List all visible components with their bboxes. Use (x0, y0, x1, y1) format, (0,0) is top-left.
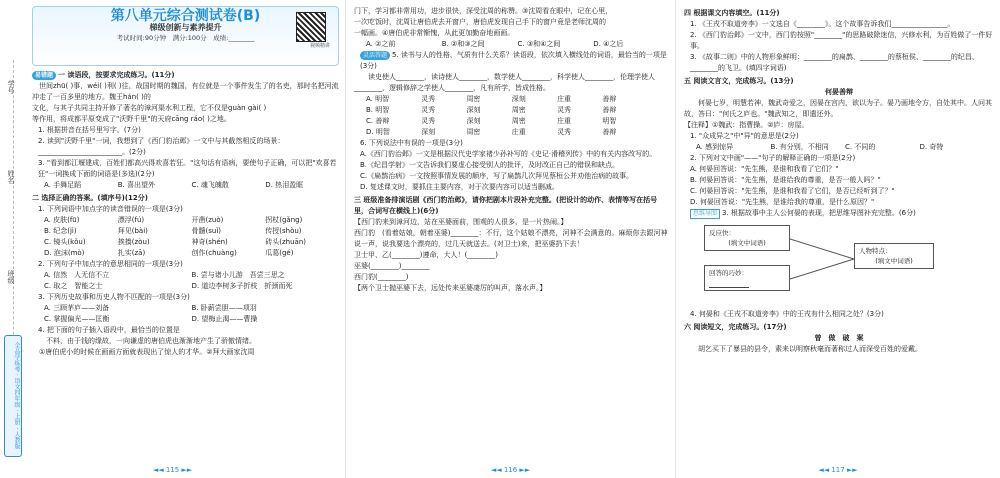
qr-code-icon[interactable] (296, 12, 326, 42)
page-115 (0, 0, 345, 478)
script-stage-note: 【两个卫士抛巫婆下去，远处传来巫婆凄厉的叫声，落水声。】 (354, 284, 547, 292)
test-title: 第八单元综合测试卷(B) (110, 8, 261, 24)
section-1-passage: 世间zhū( )事，wéi( )利( )往，战国时期的魏国，有位就是一个事件发生了的名吏，那时名把河流冲走了一百多里的地方。魏王hán( )的 文化，与其子共同主持开修了著名的漳河渠水利工程，它不仅是guàn gài( ) 等作用，将成都平原变成了"沃野千里"的天府cāng ráo( )之地。 (32, 82, 339, 123)
test-title-box (32, 6, 339, 66)
page-content (32, 6, 339, 358)
passage-title: 何晏善辩 (825, 88, 853, 96)
question-1-1: 1. 根据拼音在括号里写字。(7分) (38, 126, 141, 134)
passage-title: 曾 做 破 案 (814, 334, 864, 342)
page-content (684, 6, 994, 355)
option[interactable]: C. 何晏回答说："先生熊，是谁和我看了它们，是否已经听到了？" (690, 187, 895, 195)
section-3-heading: 三 班级准备排演话剧《西门豹治邺》，请你把剧本片段补充完整。(把设计的动作、表情等写在括号里，合词写在横线上)(6分) (354, 196, 658, 215)
page-117 (675, 0, 1000, 478)
page-content (354, 6, 669, 294)
option[interactable]: D. 复述课文时，要抓住主要内容，对于次要内容可以适当删减。 (360, 183, 559, 191)
modern-passage: 胡乞买下了暴县的县令，素来以明察秋毫而著称过人而深受百姓的爱戴。 (684, 345, 922, 353)
mind-map-arrows (790, 221, 856, 291)
student-info-margin (0, 0, 28, 478)
test-subtitle: 梯级创新与素养提升 (149, 23, 222, 32)
student-name-label: 姓名 (7, 170, 15, 184)
section-2-heading: 二 选择正确的答案。(填序号)(12分) (32, 194, 148, 202)
question-1-3-options (44, 180, 339, 191)
option[interactable]: C.《扁鹊治病》一文按照事情发展的顺序，写了扁鹊几次拜见蔡桓公并劝他治病的故事。 (360, 172, 634, 180)
question-1-3: 3. "看到都江堰建成，百姓们都高兴得欢喜若狂。"这句话有语病，要使句子正确，可以把"欢喜若狂"一词换成下面的词语是(多选)(2分) (38, 159, 337, 178)
question-2-6: 6. 下列说法中有误的一项是(3分) (360, 139, 463, 147)
question-5-1: 1. "众成异之"中"异"的意思是(2分) (690, 132, 799, 140)
option[interactable]: B. 喜出望外 (117, 181, 156, 189)
script-line[interactable]: 卫士甲、乙(________)遵命，大人！(________) (354, 251, 498, 259)
student-number-label: 学号 (7, 80, 15, 94)
mind-map-trait-box[interactable]: 人物特点： (填文中词语) (854, 243, 934, 269)
section-4-heading: 四 根据课文内容填空。(11分) (684, 9, 780, 17)
page-116 (345, 0, 675, 478)
option[interactable]: C. 魂飞魄散 (191, 181, 229, 189)
insert-sentence: 不料，由于钱的缘故，一向谦虚的唐伯虎也渐渐地产生了骄傲情绪。 (46, 337, 256, 345)
flexible-tag: 灵活答题 (360, 51, 390, 60)
question-2-5-passage: 读史使人________，读诗使人________，数学使人________，科学使人________，伦理学使人________，逻辑修辞之学使人________，凡有所学，皆成性格。 (354, 73, 655, 92)
question-5-4: 4. 何晏和《王戎不取道旁李》中的王戎有什么相同之处？(3分) (690, 310, 884, 318)
question-2-1-options: A. 皮肤(fū) 漂浮(fú) 开凿(zuò) 拐杖(gǎng) B. 纪念(jì) 拜见(bài) 骨髓(suǐ) 传授(shòu) C. 镜头(kǒu) 挨揍(zòu) 神奇(shén) 砖头(zhuān) D. 泡沫(mò) 扎实(zā) 创作(chuàng) 瓜葛(gé) (44, 216, 306, 257)
question-5-1-options: A. 感到惊异 B. 有分别，不相同 C. 不同的 D. 奇特 (696, 143, 944, 151)
section-5-heading: 五 阅读文言文，完成练习。(13分) (684, 77, 794, 85)
mind-map-answer-box[interactable]: 回答的巧妙： (704, 265, 790, 291)
page-number: ◄◄ 115 ►► (152, 466, 193, 474)
option[interactable]: A.《西门豹治邺》一文是根据汉代史学家褚少孙补写的《史记·滑稽列传》中的有关内容改写的。 (360, 150, 657, 158)
question-2-3: 3. 下列历史故事和历史人物不匹配的一项是(3分) (38, 293, 190, 301)
option[interactable]: B. 何晏回答说："先生熊，是谁给我的尊重，是否一般人吗？" (690, 176, 881, 184)
question-5-2: 2. 下列对文中画"——"句子的解释正确的一项是(2分) (690, 154, 856, 162)
question-2-5-options: A. 明智 灵秀 周密 深刻 庄重 善辩 B. 明智 灵秀 深刻 周密 灵秀 善辩 C. 善辩 灵秀 深刻 周密 庄重 明智 D. 明智 深刻 周密 庄重 灵秀 善辩 (366, 95, 617, 136)
option[interactable]: D. 热泪盈眶 (265, 181, 304, 189)
question-5-3: 思维导图 3. 根据故事中主人公何晏的表现，把思维导图补充完整。(6分) (690, 208, 994, 219)
question-2-2: 2. 下列句子中加点字的意思相同的一项是(3分) (38, 260, 183, 268)
script-line: 西门豹 (看着姑娘，朝着巫婆)________：不行，这个姑娘不漂亮，河神不会满意的。麻烦你去跟河神说一声，说我要选个漂亮的，过几天就送去。(对卫士)来，把巫婆扔下去！ (354, 229, 668, 248)
classical-passage: 何晏七岁，明慧若神，魏武奇爱之，因晏在宫内，欲以为子。晏乃画地令方，自处其中。人问其故，答曰："何氏之庐也。"魏武知之，即遣还外。 (684, 99, 992, 118)
question-2-4: 4. 把下面的句子插入语段中，最恰当的位置是 (38, 326, 180, 334)
fill-blank[interactable]: 1. 《王戎不取道旁李》一文选自《________》。这个故事告诉我们________________。 (690, 20, 955, 28)
option[interactable]: A. 何晏回答说："先生熊，是谁和我看了它们？" (690, 165, 839, 173)
continued-passage: 门下，学习都非常用功，进步很快，深受沈周的称赞。③沈周看在眼中，记在心里， 一次吃饭时，沈周让唐伯虎去开窗户，唐伯虎发现自己手下的窗户竟是老师沈周的 一幅画。④唐伯虎非常惭愧，从此更加勤奋地画画。 (354, 7, 613, 37)
question-2-4-options: A. ②之前 B. ②和③之间 C. ③和④之间 D. ④之后 (366, 40, 624, 48)
fill-blank[interactable]: 2. 《西门豹治邺》一文中，西门豹按照"________"的思路破除迷信，兴修水利，为百姓做了一件好事。 (690, 31, 993, 50)
error-prone-tag: 易错题 (32, 71, 56, 80)
question-2-2-options: A. 信然 人无信不立 B. 尝与诸小儿游 吾尝三思之 C. 取之 智能之士 D. 道边李树多子折枝 折颈而死 (44, 271, 293, 290)
script-stage-note: 【西门豹来到漳河边，站在巫婆面前，围观的人很多，是一片热闹。】 (354, 218, 568, 226)
section-6-heading: 六 阅读短文，完成练习。(17分) (684, 323, 787, 331)
class-label: 班级 (7, 270, 15, 284)
page-number: ◄◄ 116 ►► (490, 466, 531, 474)
book-brand: 全品学练考 · 语文四年级 · 上册 · 人教版 (4, 335, 22, 457)
option[interactable]: A. 手舞足蹈 (44, 181, 82, 189)
notes: 【注释】①魏武：指曹操。②庐：房屋。 (684, 121, 809, 129)
question-2-4-passage: ①唐伯虎小的时候在画画方面就表现出了惊人的才华。②拜大画家沈周 (32, 348, 255, 356)
page-number: ◄◄ 117 ►► (818, 466, 858, 474)
mind-map-tag: 思维导图 (690, 209, 720, 219)
section-1-heading: 易错题 一 读语段，按要求完成练习。(11分) (32, 70, 339, 81)
fill-blank[interactable]: 3. 《故事二则》中的人物形象鲜明：________的扁鹊、________的蔡桓侯、________的纪昌、________的飞卫。(填四字词语) (690, 53, 979, 72)
option[interactable]: D. 何晏回答说："先生熊，是谁给我的尊重，是什么原因？" (690, 198, 875, 206)
question-2-1: 1. 下列词语中加点字的读音错误的一项是(3分) (38, 205, 183, 213)
question-2-5: 灵活答题 5. 读书与人的性格、气质有什么关系？读语段，依次填入横线处的词语，最恰当的一项是(3分) (360, 51, 667, 70)
mind-map (704, 221, 994, 307)
mind-map-reaction-box[interactable]: 反应快： (填文中词语) (704, 225, 790, 251)
option[interactable]: B.《纪昌学射》一文告诉我们要虚心接受别人的批评，及时改正自己的错误和缺点。 (360, 161, 620, 169)
qr-caption: 视频精讲 (309, 43, 330, 49)
test-meta: 考试时间:90分钟 满分:100分 成绩:________ (116, 34, 255, 42)
script-line[interactable]: 巫婆(________)________ (354, 262, 430, 270)
script-line[interactable]: 西门豹(________) (354, 273, 409, 281)
question-2-3-options: A. 三顾茅庐——刘备 B. 卧薪尝胆——项羽 C. 掌握偏光——匡衡 D. 望梅止渴——曹操 (44, 304, 258, 323)
question-1-2: 2. 读到"沃野千里"一词，我想到了《西门豹治邺》一文中与其截然相反的场景：________________________。(2分) (38, 137, 285, 156)
